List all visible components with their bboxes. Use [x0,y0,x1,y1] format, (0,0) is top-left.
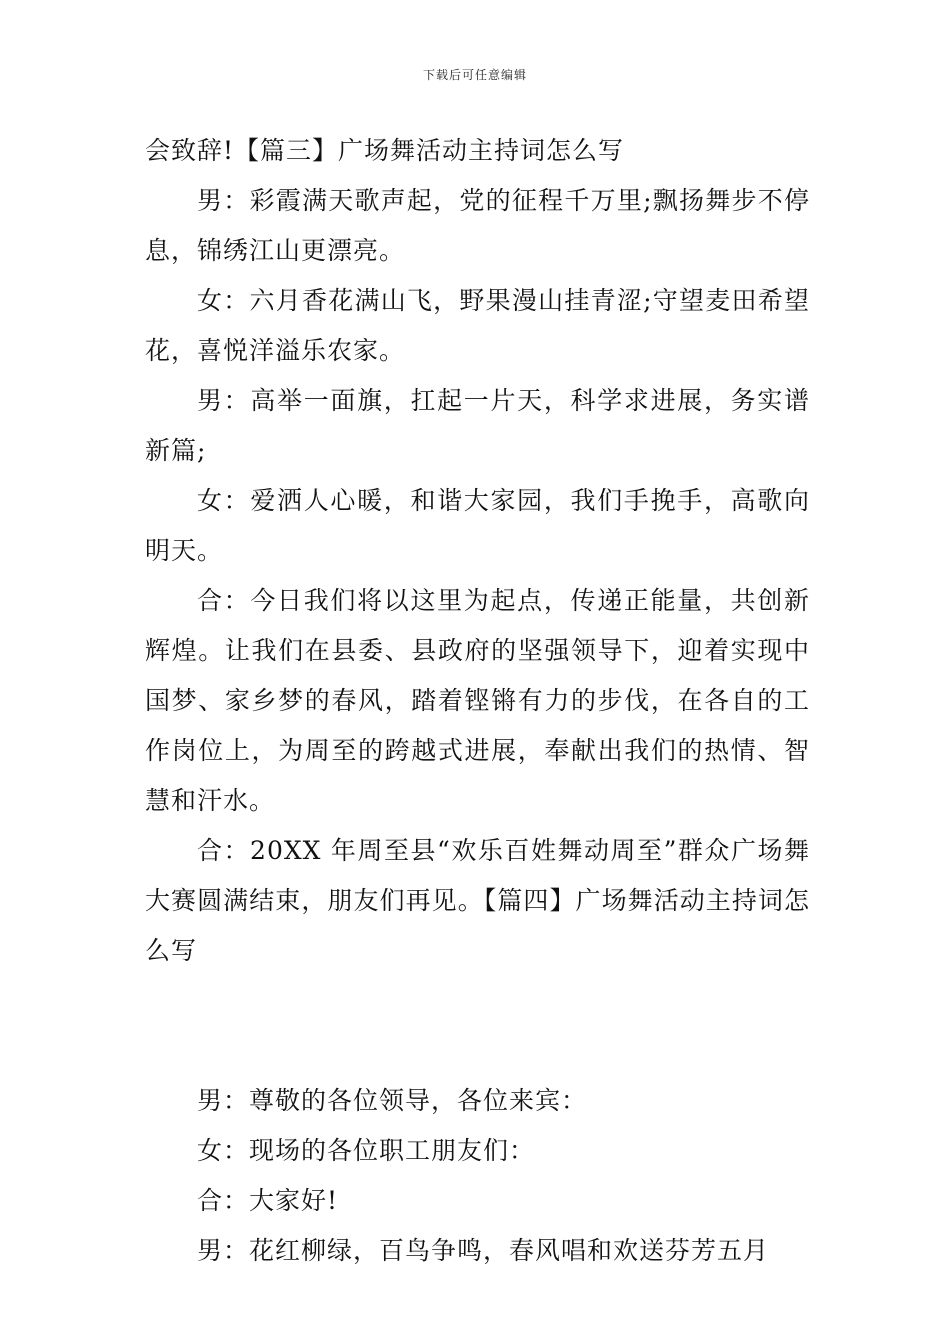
paragraph-5: 女：爱洒人心暖，和谐大家园，我们手挽手，高歌向明天。 [145,486,810,565]
paragraph-spacer [145,976,810,1076]
paragraph-4: 男：高举一面旗，扛起一片天，科学求进展，务实谱新篇; [145,386,810,465]
paragraph-10: 合：大家好! [197,1186,339,1215]
paragraph-2: 男：彩霞满天歌声起，党的征程千万里;飘扬舞步不停息，锦绣江山更漂亮。 [145,186,810,265]
paragraph-1: 会致辞!【篇三】广场舞活动主持词怎么写 [145,136,625,165]
paragraph-8: 男：尊敬的各位领导，各位来宾： [197,1086,588,1115]
paragraph-11: 男：花红柳绿，百鸟争鸣，春风唱和欢送芬芳五月 [197,1236,770,1265]
paragraph-9: 女：现场的各位职工朋友们： [197,1136,536,1165]
page-header: 下载后可任意编辑 [422,68,527,82]
paragraph-3: 女：六月香花满山飞，野果漫山挂青涩;守望麦田希望花，喜悦洋溢乐农家。 [145,286,810,365]
document-body [145,126,810,1276]
paragraph-6: 合：今日我们将以这里为起点，传递正能量，共创新辉煌。让我们在县委、县政府的坚强领导下，迎着实现中国梦、家乡梦的春风，踏着铿锵有力的步伐，在各自的工作岗位上，为周至的跨越式进展，奉献出我们的热情、智慧和汗水。 [145,586,810,815]
paragraph-7: 合：20XX 年周至县“欢乐百姓舞动周至”群众广场舞大赛圆满结束，朋友们再见。【篇四】广场舞活动主持词怎么写 [145,836,810,965]
